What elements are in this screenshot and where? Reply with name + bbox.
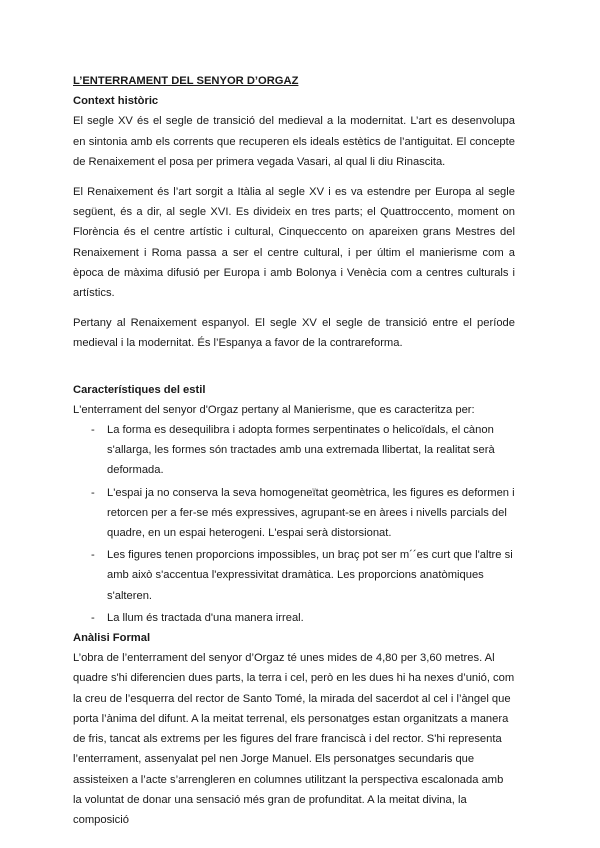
bullet-dash: - [91,549,95,562]
context-paragraph-1: El segle XV és el segle de transició del medieval a la modernitat. L’art es desenvolupa en sintonia amb els corrents que recuperen els ideals estètics de l’antiguitat. El concepte de Renaixement el posa per primera vegada Vasari, al qual li diu Rinascita. [73,115,515,168]
context-paragraph-2: El Renaixement és l’art sorgit a Itàlia al segle XV i es va estendre per Europa al segle següent, és a dir, al segle XVI. Es divideix en tres parts; el Quattroccento, moment on Florència és el centre artístic i cultural, Cinqueccento on apareixen grans Mestres del Renaixement i Roma passa a ser el centre cultural, i per últim el manierisme com a època de màxima difusió per Europa i amb Bolonya i Venècia com a centres culturals i artístics. [73,186,515,300]
style-bullet-item [73,608,515,628]
document-page [73,71,515,830]
bullet-text: La forma es desequilibra i adopta formes serpentinates o helicoïdals, el cànon s'allarga, les formes són tractades amb una extremada llibertat, la realitat serà deformada. [107,424,495,477]
bullet-text: L'espai ja no conserva la seva homogeneïtat geomètrica, les figures es deformen i retorcen per a fer-se més expressives, agrupant-se en àrees i nivells parcials del quadre, en un espai heterogeni. L'espai serà distorsionat. [107,486,515,540]
style-bullet-item [73,420,515,481]
section-heading-context: Context històric [73,95,159,108]
bullet-dash: - [91,611,95,624]
context-paragraph-3: Pertany al Renaixement espanyol. El segle XV el segle de transició entre el període medieval i la modernitat. És l’Espanya a favor de la contrareforma. [73,317,515,350]
bullet-dash: - [91,486,95,499]
formal-paragraph: L’obra de l’enterrament del senyor d’Orgaz té unes mides de 4,80 per 3,60 metres. Al quadre s'hi diferencien dues parts, la terra i cel, però en les dues hi ha nexes d’unió, com la creu de l’esquerra del rector de Santo Tomé, la mirada del sacerdot al cel i l’àngel que porta l’ànima del difunt. A la meitat terrenal, els personatges estan organitzats a manera de fris, tancat als extrems per les figures del frare franciscà i del rector. S'hi representa l’enterrament, assenyalat pel nen Jorge Manuel. Els personatges secundaris que assisteixen a l’acte s’arrengleren en columnes utilitzant la perspectiva escalonada amb la voluntat de donar una sensació més gran de profunditat. A la meitat divina, la composició [73,652,515,826]
bullet-dash: - [91,424,95,437]
style-bullet-item [73,483,515,544]
bullet-text: Les figures tenen proporcions impossibles, un braç pot ser m´´es curt que l'altre si amb això s'accentua l'expressivitat dramàtica. Les proporcions anatòmiques s'alteren. [107,549,513,602]
style-intro: L'enterrament del senyor d'Orgaz pertany al Manierisme, que es caracteritza per: [73,403,475,416]
section-heading-style: Característiques del estil [73,383,206,396]
style-bullet-item [73,545,515,606]
bullet-text: La llum és tractada d'una manera irreal. [107,611,304,624]
style-bullet-list [73,420,515,628]
section-heading-formal: Anàlisi Formal [73,632,151,645]
document-title: L’ENTERRAMENT DEL SENYOR D’ORGAZ [73,75,299,87]
